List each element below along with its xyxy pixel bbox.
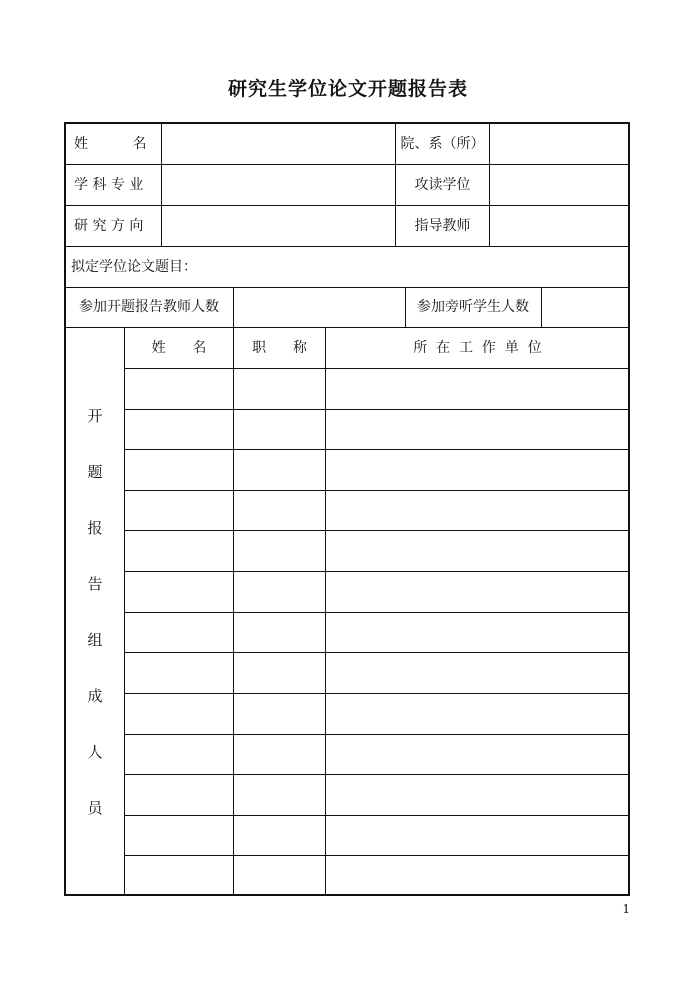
students-count-field[interactable]	[542, 288, 629, 327]
name-label: 姓 名	[74, 136, 147, 152]
degree-field[interactable]	[490, 165, 629, 205]
thesis-topic-label: 拟定学位论文题目：	[71, 259, 197, 275]
committee-workplace-cell[interactable]	[326, 613, 629, 653]
committee-header-workplace: 所 在 工 作 单 位	[413, 340, 542, 356]
committee-name-cell[interactable]	[125, 653, 233, 693]
side-label-char: 成	[87, 687, 103, 705]
side-label-char: 组	[87, 631, 103, 649]
committee-workplace-cell[interactable]	[326, 816, 629, 856]
committee-workplace-cell[interactable]	[326, 491, 629, 531]
side-label-char: 题	[87, 463, 103, 481]
page-title: 研究生学位论文开题报告表	[227, 78, 468, 100]
committee-name-cell[interactable]	[125, 694, 233, 734]
advisor-label: 指导教师	[414, 218, 471, 234]
committee-side-label	[66, 328, 124, 896]
committee-name-cell[interactable]	[125, 491, 233, 531]
side-label-char: 员	[87, 799, 103, 817]
students-count-label: 参加旁听学生人数	[417, 299, 529, 315]
committee-name-cell[interactable]	[125, 816, 233, 856]
committee-title-cell[interactable]	[234, 369, 325, 409]
committee-title-cell[interactable]	[234, 775, 325, 815]
committee-header-name: 姓 名	[151, 340, 207, 356]
committee-workplace-cell[interactable]	[326, 735, 629, 775]
committee-title-cell[interactable]	[234, 816, 325, 856]
name-field[interactable]	[162, 124, 394, 164]
committee-workplace-cell[interactable]	[326, 856, 629, 896]
department-label: 院、系（所）	[400, 136, 485, 152]
committee-title-cell[interactable]	[234, 491, 325, 531]
committee-title-cell[interactable]	[234, 572, 325, 612]
research-direction-label: 研 究 方 向	[74, 218, 144, 234]
side-label-char: 开	[87, 407, 103, 425]
teachers-count-field[interactable]	[234, 288, 404, 327]
committee-name-cell[interactable]	[125, 572, 233, 612]
department-field[interactable]	[490, 124, 629, 164]
committee-title-cell[interactable]	[234, 694, 325, 734]
committee-workplace-cell[interactable]	[326, 450, 629, 490]
committee-workplace-cell[interactable]	[326, 410, 629, 450]
committee-name-cell[interactable]	[125, 410, 233, 450]
committee-workplace-cell[interactable]	[326, 369, 629, 409]
major-field[interactable]	[162, 165, 394, 205]
committee-workplace-cell[interactable]	[326, 531, 629, 571]
committee-header-title: 职 称	[252, 340, 307, 356]
committee-title-cell[interactable]	[234, 450, 325, 490]
committee-workplace-cell[interactable]	[326, 653, 629, 693]
committee-title-cell[interactable]	[234, 735, 325, 775]
side-label-char: 告	[87, 575, 103, 593]
committee-title-cell[interactable]	[234, 856, 325, 896]
committee-name-cell[interactable]	[125, 856, 233, 896]
advisor-field[interactable]	[490, 206, 629, 246]
major-label: 学 科 专 业	[74, 177, 144, 193]
side-label-char: 报	[87, 519, 103, 537]
committee-workplace-cell[interactable]	[326, 572, 629, 612]
side-label-char: 人	[87, 743, 103, 761]
committee-title-cell[interactable]	[234, 653, 325, 693]
page-number: 1	[622, 902, 630, 916]
committee-workplace-cell[interactable]	[326, 694, 629, 734]
committee-name-cell[interactable]	[125, 775, 233, 815]
committee-title-cell[interactable]	[234, 613, 325, 653]
teachers-count-label: 参加开题报告教师人数	[79, 299, 219, 315]
committee-name-cell[interactable]	[125, 369, 233, 409]
committee-name-cell[interactable]	[125, 735, 233, 775]
committee-title-cell[interactable]	[234, 531, 325, 571]
committee-name-cell[interactable]	[125, 450, 233, 490]
research-direction-field[interactable]	[162, 206, 394, 246]
committee-name-cell[interactable]	[125, 613, 233, 653]
degree-label: 攻读学位	[414, 177, 471, 193]
thesis-topic-field[interactable]	[190, 247, 629, 287]
committee-workplace-cell[interactable]	[326, 775, 629, 815]
committee-title-cell[interactable]	[234, 410, 325, 450]
committee-name-cell[interactable]	[125, 531, 233, 571]
